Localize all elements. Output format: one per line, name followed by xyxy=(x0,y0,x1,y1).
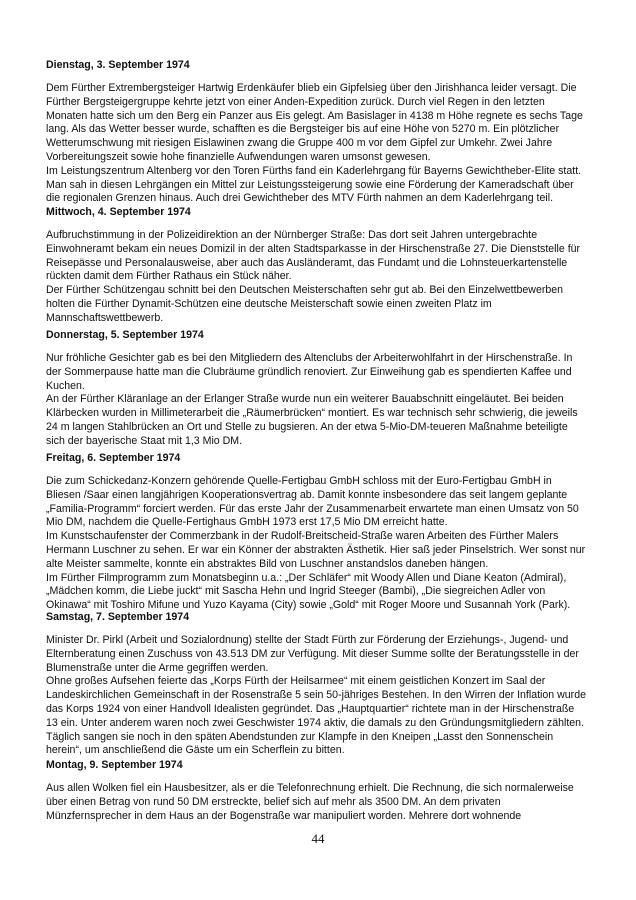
section-sep-7 xyxy=(46,611,606,758)
section-heading: Samstag, 7. September 1974 xyxy=(46,611,190,623)
section-sep-4 xyxy=(46,206,606,326)
section-sep-3 xyxy=(46,59,606,206)
page-number: 44 xyxy=(311,831,325,846)
section-body: Nur fröhliche Gesichter gab es bei den Mitgliedern des Altenclubs der Arbeiterwohlfahrt in der Hirschenstraße. In der Sommerpause hatte man die Clubräume gründlich renoviert. Zur Einweihung gab es spendierten Kaffee und Kuchen. An der Fürther Kläranlage an der Erlanger Straße wurde nun ein weiterer Bauabschnitt eingeläutet. Bei beiden Klärbecken wurden in Millimeterarbeit die „Räumerbrücken“ montiert. Es war technisch sehr schwierig, die jeweils 24 m langen Stahlbrücken an Ort und Stelle zu bugsieren. An der etwa 5-Mio-DM-teueren Maßnahme beteiligte sich der bayerische Staat mit 1,3 Mio DM. xyxy=(46,352,578,447)
section-heading: Dienstag, 3. September 1974 xyxy=(46,59,190,71)
section-sep-5 xyxy=(46,329,606,449)
section-body: Dem Fürther Extrembergsteiger Hartwig Erdenkäufer blieb ein Gipfelsieg über den Jirishhanca leider versagt. Die Fürther Bergsteigergruppe kehrte jetzt von einer Anden-Expedition zurück. Durch viel Regen in den letzten Monaten hatte sich um den Berg ein Panzer aus Eis gelegt. Am Basislager in 4138 m Höhe regnete es sechs Tage lang. Als das Wetter besser wurde, schafften es die Bergsteiger bis auf eine Höhe von 5270 m. Ein plötzlicher Wetterumschwung mit riesigen Eislawinen zwang die Gruppe 400 m vor dem Gipfel zur Umkehr. Zwei Jahre Vorbereitungszeit sowie hohe finanzielle Aufwendungen waren umsonst gewesen. Im Leistungszentrum Altenberg vor den Toren Fürths fand ein Kaderlehrgang für Bayerns Gewichtheber-Elite statt. Man sah in diesen Lehrgängen ein Mittel zur Leistungssteigerung sowie eine Förderung der Kameradschaft über die regionalen Grenzen hinaus. Auch drei Gewichtheber des MTV Fürth nahmen an dem Kaderlehrgang teil. xyxy=(46,82,583,205)
section-sep-6 xyxy=(46,452,606,613)
section-heading: Mittwoch, 4. September 1974 xyxy=(46,206,191,218)
section-sep-9 xyxy=(46,759,606,823)
section-heading: Donnerstag, 5. September 1974 xyxy=(46,329,204,341)
section-heading: Freitag, 6. September 1974 xyxy=(46,452,181,464)
section-body: Minister Dr. Pirkl (Arbeit und Sozialordnung) stellte der Stadt Fürth zur Förderung der Erziehungs-, Jugend- und Elternberatung einen Zuschuss von 43.513 DM zur Verfügung. Mit dieser Summe sollte der Beratungsstelle in der Blumenstraße unter die Arme gegriffen werden. Ohne großes Aufsehen feierte das „Korps Fürth der Heilsarmee“ mit einem geistlichen Konzert im Saal der Landeskirchlichen Gemeinschaft in der Rosenstraße 5 sein 50-jähriges Bestehen. In den Wirren der Inflation wurde das Korps 1924 von einer Handvoll Idealisten gegründet. Das „Hauptquartier“ richtete man in der Hirschenstraße 13 ein. Unter anderem waren noch zwei Geschwister 1974 aktiv, die damals zu den Gründungsmitgliedern zählten. Täglich sangen sie noch in den späten Abendstunden zur Klampfe in den Kneipen „Lasst den Sonnenschein herein“, um anschließend die Gäste um ein Scherflein zu bitten. xyxy=(46,634,586,757)
section-body: Die zum Schickedanz-Konzern gehörende Quelle-Fertigbau GmbH schloss mit der Euro-Fertigbau GmbH in Bliesen /Saar einen langjährigen Kooperationsvertrag ab. Damit konnte insbesondere das seit langem geplante „Familia-Programm“ forciert werden. Für das erste Jahr der Zusammenarbeit erwartete man einen Umsatz von 50 Mio DM, nachdem die Quelle-Fertighaus GmbH 1973 erst 17,5 Mio DM erreicht hatte. Im Kunstschaufenster der Commerzbank in der Rudolf-Breitscheid-Straße waren Arbeiten des Fürther Malers Hermann Luschner zu sehen. Er war ein Könner der abstrakten Ästhetik. Hier saß jeder Pinselstrich. Wer sonst nur alte Meister sammelte, konnte ein abstraktes Bild von Luschner anstandslos daneben hängen. Im Fürther Filmprogramm zum Monatsbeginn u.a.: „Der Schläfer“ mit Woody Allen und Diane Keaton (Admiral), „Mädchen komm, die Liebe juckt“ mit Sascha Hehn und Ingrid Steeger (Bambi), „Die siegreichen Adler von Okinawa“ mit Toshiro Mifune und Yuzo Kayama (City) sowie „Gold“ mit Roger Moore und Susannah York (Park). xyxy=(46,475,586,612)
section-heading: Montag, 9. September 1974 xyxy=(46,759,183,771)
section-body: Aufbruchstimmung in der Polizeidirektion an der Nürnberger Straße: Das dort seit Jahren untergebrachte Einwohneramt bekam ein neues Domizil in der alten Stadtsparkasse in der Hirschenstraße 27. Die Dienststelle für Reisepässe und Personalausweise, aber auch das Ausländeramt, das Fundamt und die Lohnsteuerkartenstelle rückten damit dem Fürther Rathaus ein Stück näher. Der Fürther Schützengau schnitt bei den Deutschen Meisterschaften sehr gut ab. Bei den Einzelwettbewerben holten die Fürther Dynamit-Schützen eine deutsche Meisterschaft sowie einen zweiten Platz im Mannschaftswettbewerb. xyxy=(46,229,581,324)
section-body: Aus allen Wolken fiel ein Hausbesitzer, als er die Telefonrechnung erhielt. Die Rechnung, die sich normalerweise über einen Betrag von rund 50 DM erstreckte, belief sich auf mehr als 3500 DM. An dem privaten Münzfernsprecher in dem Haus an der Bogenstraße war manipuliert worden. Mehrere dort wohnende xyxy=(46,782,574,822)
